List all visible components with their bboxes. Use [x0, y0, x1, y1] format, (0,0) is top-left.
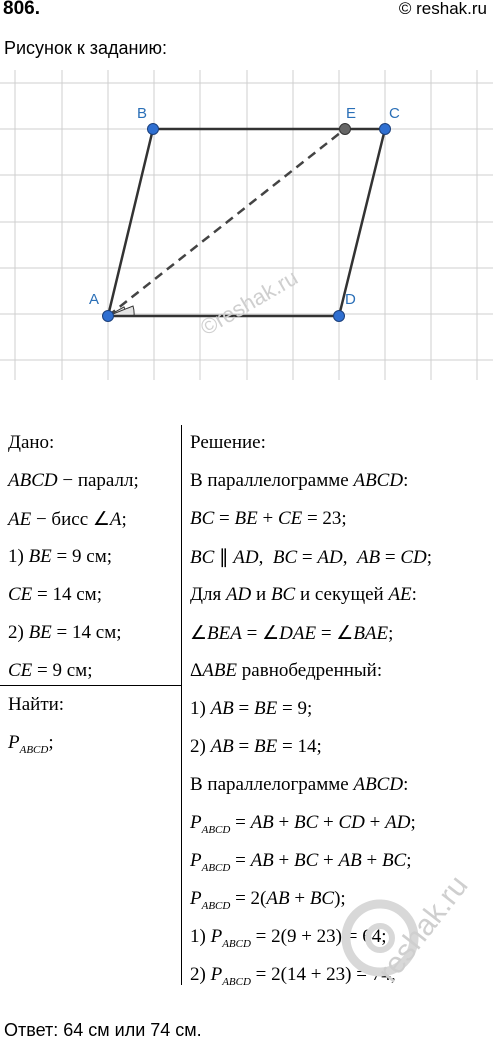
figure-caption: Рисунок к заданию:: [4, 38, 168, 58]
given-line-6: CE = 9 см;: [8, 660, 93, 681]
given-title: Дано:: [8, 432, 55, 453]
label-b: B: [137, 105, 148, 122]
solution-line-14: 2) $P_{ABCD} = 2(14 + 23) = 74$;: [190, 964, 397, 988]
given-line-3: 1) BE = 9 см;: [8, 546, 112, 567]
solution-line-9: В параллелограмме ABCD:: [190, 774, 409, 795]
solution-line-6: ΔABE равнобедренный:: [190, 660, 383, 681]
svg-text:reshak.ru: reshak.ru: [371, 869, 475, 989]
find-what: $P_{ABCD}$;: [8, 732, 54, 756]
solution-line-5: ∠BEA = ∠DAE = ∠BAE;: [190, 623, 394, 644]
solution-line-3: BC ∥ AD, BC = AD, AB = CD;: [190, 547, 433, 568]
solution-title: Решение:: [190, 432, 266, 453]
watermark-seal: [330, 860, 490, 1010]
given-line-1: ABCD − паралл;: [8, 470, 139, 491]
label-a: A: [89, 291, 100, 308]
solution-line-8: 2) AB = BE = 14;: [190, 736, 322, 757]
grid: [0, 70, 493, 380]
given-line-5: 2) BE = 14 см;: [8, 622, 122, 643]
label-c: C: [389, 105, 400, 122]
given-line-2: AE − бисс ∠A;: [8, 509, 127, 530]
given-line-4: CE = 14 см;: [8, 584, 102, 605]
solution-line-11: $P_{ABCD}$ = AB + BC + AB + BC;: [190, 850, 412, 874]
solution-line-4: Для AD и BC и секущей AE:: [190, 584, 417, 605]
solution-line-13: 1) $P_{ABCD} = 2(9 + 23) = 64$;: [190, 926, 387, 950]
label-d: D: [345, 291, 356, 308]
solution-line-7: 1) AB = BE = 9;: [190, 698, 313, 719]
solution-line-1: В параллелограмме ABCD:: [190, 470, 409, 491]
watermark-figure: ©reshak.ru: [196, 264, 302, 341]
answer: Ответ: 64 см или 74 см.: [4, 1020, 202, 1040]
find-title: Найти:: [8, 694, 65, 715]
solution-line-10: $P_{ABCD}$ = AB + BC + CD + AD;: [190, 812, 416, 836]
label-e: E: [346, 105, 357, 122]
horizontal-divider: [0, 685, 181, 686]
vertical-divider: [181, 425, 182, 985]
problem-number: 806.: [3, 0, 40, 19]
solution-line-12: $P_{ABCD} = 2(AB + BC)$;: [190, 888, 346, 912]
parallelogram-figure: [0, 70, 493, 380]
solution-line-2: BC = BE + CE = 23;: [190, 508, 347, 529]
copyright: © reshak.ru: [398, 0, 487, 18]
